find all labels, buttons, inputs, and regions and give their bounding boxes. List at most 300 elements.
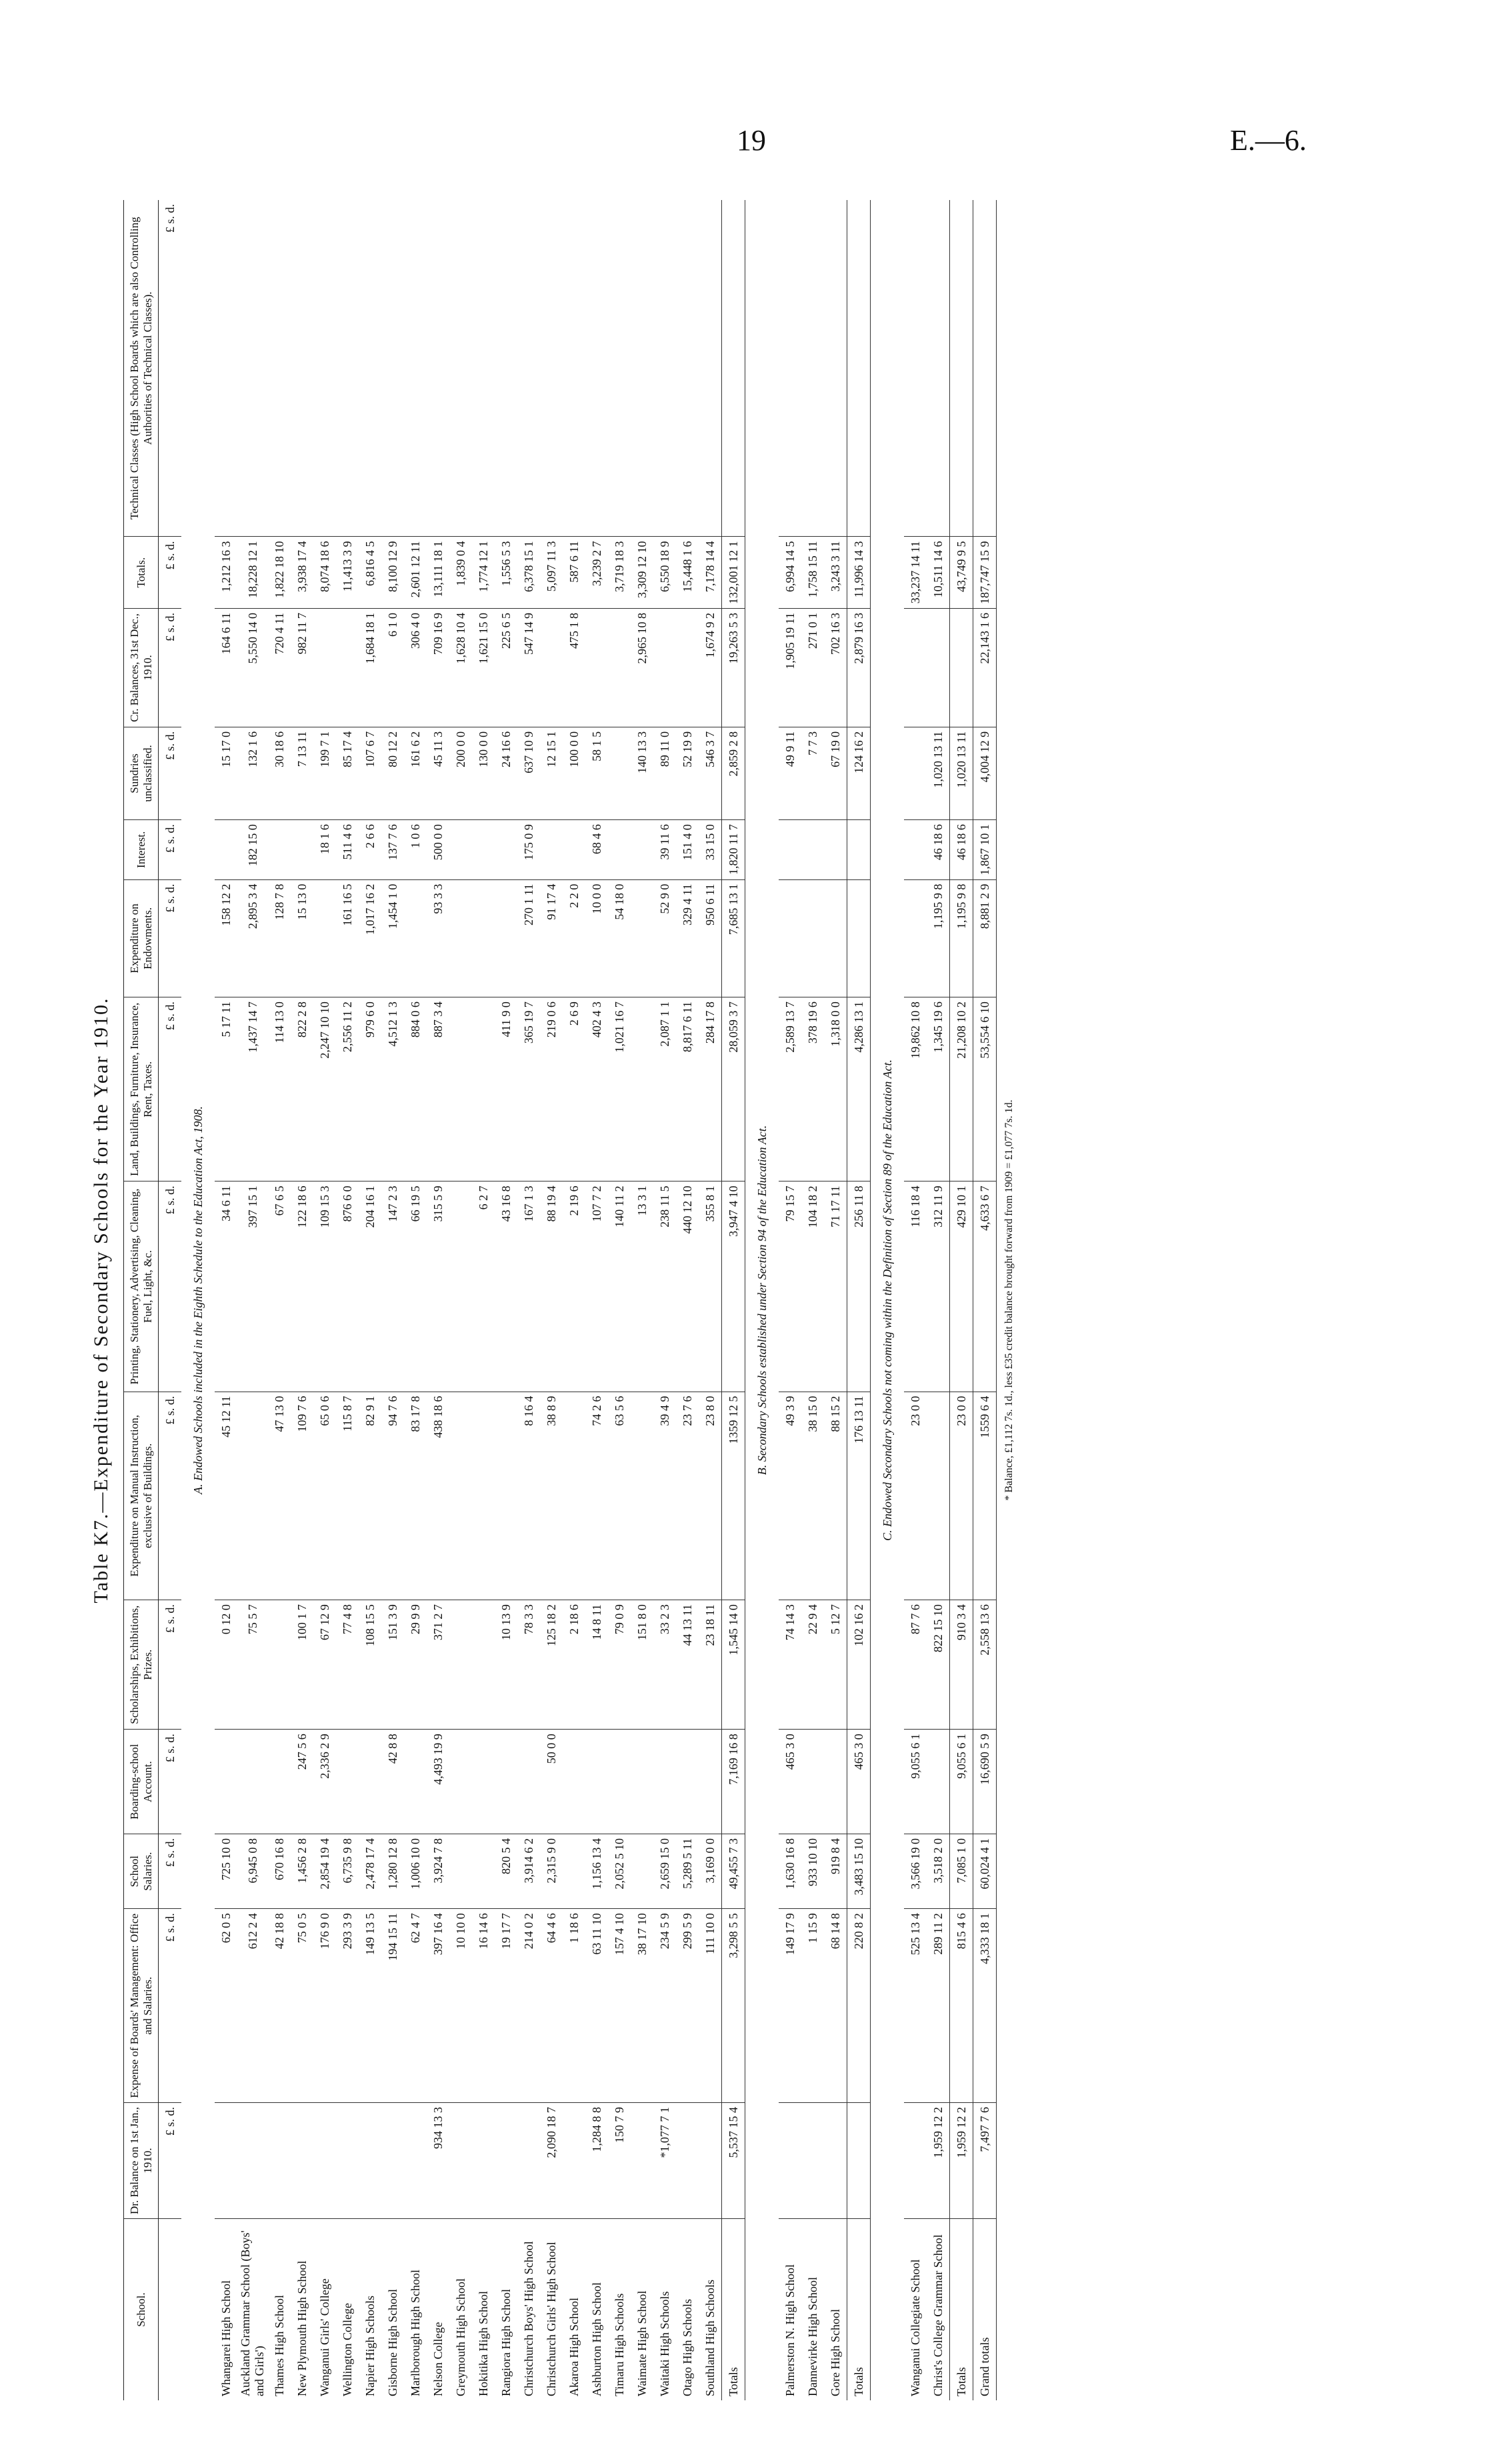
amount-cell: 2,087 1 1 [653, 997, 676, 1181]
school-name-cell: Palmerston N. High School [783, 2264, 797, 2396]
amount-cell [563, 2103, 585, 2219]
table-row [237, 200, 268, 2400]
amount-cell: 43,749 9 5 [950, 537, 973, 609]
column-header: School. [124, 2219, 159, 2401]
amount-cell [801, 879, 824, 997]
amount-cell [291, 820, 313, 880]
unit-cell: £ s. d. [159, 820, 182, 880]
amount-cell [540, 200, 563, 537]
amount-cell: 62 4 7 [404, 1909, 427, 2103]
amount-cell: 3,947 4 10 [722, 1181, 745, 1392]
amount-cell: 39 4 9 [653, 1392, 676, 1600]
amount-cell: 1,020 13 11 [927, 727, 950, 819]
amount-cell: 1,959 12 2 [950, 2103, 973, 2219]
amount-cell [449, 1181, 472, 1392]
amount-cell: 38 15 0 [801, 1392, 824, 1600]
amount-cell: 7,169 16 8 [722, 1730, 745, 1834]
amount-cell: 109 7 6 [291, 1392, 313, 1600]
amount-cell: 8,074 18 6 [313, 537, 336, 609]
amount-cell: 29 9 9 [404, 1600, 427, 1730]
amount-cell: 3,309 12 10 [631, 537, 653, 609]
amount-cell: 525 13 4 [904, 1909, 927, 2103]
school-name-cell: Grand totals [973, 2219, 997, 2401]
section-heading: A. Endowed Schools included in the Eighth Schedule to the Education Act, 1908. [191, 1105, 205, 1495]
totals-row [950, 200, 973, 2400]
amount-cell [824, 879, 847, 997]
page-number: 19 [737, 124, 766, 157]
amount-cell: 2 6 9 [563, 997, 585, 1181]
amount-cell: 150 7 9 [608, 2103, 631, 2219]
amount-cell: 378 19 6 [801, 997, 824, 1181]
column-header: Expenditure on Endowments. [124, 879, 159, 997]
amount-cell [268, 820, 291, 880]
amount-cell: 2 18 6 [563, 1600, 585, 1730]
amount-cell [608, 200, 631, 537]
amount-cell [449, 820, 472, 880]
unit-cell: £ s. d. [159, 879, 182, 997]
amount-cell [608, 727, 631, 819]
amount-cell: 312 11 9 [927, 1181, 950, 1392]
amount-cell: 720 4 11 [268, 608, 291, 727]
unit-cell: £ s. d. [159, 1730, 182, 1834]
amount-cell [404, 1730, 427, 1834]
amount-cell: 88 19 4 [540, 1181, 563, 1392]
section-heading-row [181, 200, 215, 2400]
school-name-cell: Wanganui Collegiate School [908, 2259, 922, 2396]
expenditure-table [123, 200, 997, 2400]
amount-cell [676, 608, 699, 727]
school-name-cell: Ashburton High School [589, 2282, 603, 2396]
amount-cell: 1,905 19 11 [779, 608, 801, 727]
amount-cell: 2,879 16 3 [847, 608, 871, 727]
amount-cell: 12 15 1 [540, 727, 563, 819]
amount-cell: 355 8 1 [699, 1181, 722, 1392]
amount-cell: 80 12 2 [381, 727, 404, 819]
amount-cell [608, 1730, 631, 1834]
amount-cell: 47 13 0 [268, 1392, 291, 1600]
amount-cell: 74 14 3 [779, 1600, 801, 1730]
amount-cell [517, 2103, 540, 2219]
amount-cell: 1,758 15 11 [801, 537, 824, 609]
amount-cell [215, 2103, 237, 2219]
amount-cell: 125 18 2 [540, 1600, 563, 1730]
amount-cell: 1,959 12 2 [927, 2103, 950, 2219]
amount-cell: 950 6 11 [699, 879, 722, 997]
amount-cell: 194 15 11 [381, 1909, 404, 2103]
amount-cell: 53,554 6 10 [973, 997, 997, 1181]
amount-cell: 1 15 9 [801, 1909, 824, 2103]
amount-cell: 256 11 8 [847, 1181, 871, 1392]
column-header: Scholarships, Exhibitions, Prizes. [124, 1600, 159, 1730]
column-header: Expenditure on Manual Instruction, exclusive of Buildings. [124, 1392, 159, 1600]
amount-cell [563, 1730, 585, 1834]
amount-cell: 13 3 1 [631, 1181, 653, 1392]
school-name-cell: Hokitika High School [476, 2291, 490, 2396]
amount-cell: 149 13 5 [359, 1909, 381, 2103]
amount-cell: 2,659 15 0 [653, 1834, 676, 1909]
amount-cell: 6,994 14 5 [779, 537, 801, 609]
amount-cell: 2,052 5 10 [608, 1834, 631, 1909]
amount-cell [268, 200, 291, 537]
amount-cell: 158 12 2 [215, 879, 237, 997]
grand-totals-row [973, 200, 997, 2400]
amount-cell: 1,630 16 8 [779, 1834, 801, 1909]
amount-cell: 1,820 11 7 [722, 820, 745, 880]
amount-cell [449, 997, 472, 1181]
amount-cell: 2,556 11 2 [336, 997, 359, 1181]
table-title: Table K7.—Expenditure of Secondary Schools for the Year 1910. [90, 997, 112, 1604]
amount-cell: 933 10 10 [801, 1834, 824, 1909]
amount-cell: 2 6 6 [359, 820, 381, 880]
amount-cell: 1559 6 4 [973, 1392, 997, 1600]
amount-cell: 3,239 2 7 [585, 537, 608, 609]
amount-cell [449, 1600, 472, 1730]
amount-cell: 4,493 19 9 [427, 1730, 449, 1834]
amount-cell: 1,556 5 3 [495, 537, 517, 609]
amount-cell: 0 12 0 [215, 1600, 237, 1730]
amount-cell: 39 11 6 [653, 820, 676, 880]
amount-cell: 5,097 11 3 [540, 537, 563, 609]
amount-cell: 130 0 0 [472, 727, 495, 819]
amount-cell: 16,690 5 9 [973, 1730, 997, 1834]
school-name-cell: Marlborough High School [408, 2270, 422, 2396]
amount-cell [291, 2103, 313, 2219]
amount-cell: 151 4 0 [676, 820, 699, 880]
table-row [824, 200, 847, 2400]
amount-cell [404, 879, 427, 997]
table-row [404, 200, 427, 2400]
totals-row [847, 200, 871, 2400]
unit-cell: £ s. d. [159, 608, 182, 727]
amount-cell: 122 18 6 [291, 1181, 313, 1392]
school-name-cell: Otago High Schools [680, 2299, 694, 2396]
school-name-cell: Gisborne High School [385, 2289, 399, 2396]
amount-cell [824, 1730, 847, 1834]
amount-cell: 1,195 9 8 [950, 879, 973, 997]
amount-cell: 1,156 13 4 [585, 1834, 608, 1909]
amount-cell: 219 0 6 [540, 997, 563, 1181]
amount-cell [699, 1730, 722, 1834]
table-row [215, 200, 237, 2400]
amount-cell [631, 2103, 653, 2219]
amount-cell: 1,684 18 1 [359, 608, 381, 727]
table-row [495, 200, 517, 2400]
amount-cell: 182 15 0 [237, 820, 268, 880]
amount-cell: 82 9 1 [359, 1392, 381, 1600]
units-row [159, 200, 182, 2400]
amount-cell [927, 200, 950, 537]
amount-cell: 4,004 12 9 [973, 727, 997, 819]
amount-cell: 3,924 7 8 [427, 1834, 449, 1909]
amount-cell [801, 2103, 824, 2219]
amount-cell: 220 8 2 [847, 1909, 871, 2103]
amount-cell [904, 200, 927, 537]
amount-cell: 4,512 1 3 [381, 997, 404, 1181]
amount-cell [824, 2103, 847, 2219]
amount-cell [847, 200, 871, 537]
section-heading-row [871, 200, 905, 2400]
amount-cell [653, 1730, 676, 1834]
amount-cell: 10 0 0 [585, 879, 608, 997]
amount-cell: 68 14 8 [824, 1909, 847, 2103]
amount-cell [631, 997, 653, 1181]
amount-cell: 85 17 4 [336, 727, 359, 819]
amount-cell: 28,059 3 7 [722, 997, 745, 1181]
amount-cell [427, 200, 449, 537]
column-header: Sundries unclassified. [124, 727, 159, 819]
table-row [631, 200, 653, 2400]
amount-cell: 49 9 11 [779, 727, 801, 819]
page-reference: E.—6. [1230, 124, 1307, 157]
amount-cell: 725 10 0 [215, 1834, 237, 1909]
amount-cell: 43 16 8 [495, 1181, 517, 1392]
amount-cell [676, 200, 699, 537]
amount-cell: 140 13 3 [631, 727, 653, 819]
amount-cell [381, 2103, 404, 2219]
amount-cell: 876 6 0 [336, 1181, 359, 1392]
amount-cell: 475 1 8 [563, 608, 585, 727]
amount-cell: 284 17 8 [699, 997, 722, 1181]
school-name-cell: Totals [950, 2219, 973, 2401]
amount-cell: 63 5 6 [608, 1392, 631, 1600]
amount-cell: 2,558 13 6 [973, 1600, 997, 1730]
amount-cell [472, 1392, 495, 1600]
amount-cell [653, 608, 676, 727]
amount-cell: 1,839 0 4 [449, 537, 472, 609]
school-name-cell: Thames High School [272, 2295, 286, 2396]
amount-cell: 234 5 9 [653, 1909, 676, 2103]
amount-cell: 702 16 3 [824, 608, 847, 727]
amount-cell: 271 0 1 [801, 608, 824, 727]
amount-cell: 7,497 7 6 [973, 2103, 997, 2219]
amount-cell: 919 8 4 [824, 1834, 847, 1909]
school-name-cell: Nelson College [431, 2322, 445, 2396]
amount-cell: 6,550 18 9 [653, 537, 676, 609]
amount-cell [336, 1730, 359, 1834]
amount-cell: 3,518 2 0 [927, 1834, 950, 1909]
amount-cell: 78 3 3 [517, 1600, 540, 1730]
amount-cell: 329 4 11 [676, 879, 699, 997]
amount-cell: 397 16 4 [427, 1909, 449, 2103]
amount-cell: 10 10 0 [449, 1909, 472, 2103]
amount-cell [779, 2103, 801, 2219]
amount-cell: 164 6 11 [215, 608, 237, 727]
amount-cell [927, 608, 950, 727]
amount-cell: 6,945 0 8 [237, 1834, 268, 1909]
amount-cell: 68 4 6 [585, 820, 608, 880]
amount-cell: 107 6 7 [359, 727, 381, 819]
amount-cell: 102 16 2 [847, 1600, 871, 1730]
amount-cell: 934 13 3 [427, 2103, 449, 2219]
amount-cell: 77 4 8 [336, 1600, 359, 1730]
table-row [427, 200, 449, 2400]
school-name-cell: Waitaki High Schools [657, 2291, 671, 2396]
amount-cell: 3,914 6 2 [517, 1834, 540, 1909]
amount-cell [801, 200, 824, 537]
amount-cell [449, 200, 472, 537]
amount-cell [313, 879, 336, 997]
amount-cell: 9,055 6 1 [904, 1730, 927, 1834]
amount-cell: 199 7 1 [313, 727, 336, 819]
school-name-cell: Totals [722, 2219, 745, 2401]
amount-cell [237, 1392, 268, 1600]
column-header: Printing, Stationery, Advertising, Cleaning, Fuel, Light, &c. [124, 1181, 159, 1392]
school-name-cell: Christchurch Boys' High School [521, 2241, 535, 2396]
amount-cell: 67 19 0 [824, 727, 847, 819]
column-header: Boarding-school Account. [124, 1730, 159, 1834]
amount-cell: 6 2 7 [472, 1181, 495, 1392]
amount-cell: 1,867 10 1 [973, 820, 997, 880]
amount-cell: 1,628 10 4 [449, 608, 472, 727]
amount-cell: 100 1 7 [291, 1600, 313, 1730]
amount-cell [495, 1392, 517, 1600]
unit-cell: £ s. d. [159, 1600, 182, 1730]
amount-cell [472, 1834, 495, 1909]
amount-cell [449, 879, 472, 997]
column-header: Dr. Balance on 1st Jan., 1910. [124, 2103, 159, 2219]
amount-cell [779, 879, 801, 997]
amount-cell: 151 8 0 [631, 1600, 653, 1730]
amount-cell [359, 1730, 381, 1834]
amount-cell [779, 820, 801, 880]
amount-cell: 465 3 0 [847, 1730, 871, 1834]
amount-cell [495, 2103, 517, 2219]
amount-cell [847, 879, 871, 997]
school-name-cell: Wellington College [340, 2302, 354, 2396]
school-name-cell: New Plymouth High School [295, 2260, 309, 2396]
amount-cell: 11,996 14 3 [847, 537, 871, 609]
amount-cell: 299 5 9 [676, 1909, 699, 2103]
amount-cell [359, 200, 381, 537]
table-row [359, 200, 381, 2400]
section-heading: B. Secondary Schools established under Section 94 of the Education Act. [755, 1125, 769, 1476]
amount-cell: 1,284 8 8 [585, 2103, 608, 2219]
amount-cell: 887 3 4 [427, 997, 449, 1181]
amount-cell [472, 2103, 495, 2219]
amount-cell [517, 1730, 540, 1834]
amount-cell: 1,456 2 8 [291, 1834, 313, 1909]
amount-cell: 60,024 4 1 [973, 1834, 997, 1909]
amount-cell [291, 200, 313, 537]
amount-cell: 2,965 10 8 [631, 608, 653, 727]
amount-cell: 8,881 2 9 [973, 879, 997, 997]
amount-cell: 87 7 6 [904, 1600, 927, 1730]
amount-cell: 2,854 19 4 [313, 1834, 336, 1909]
amount-cell: 42 18 8 [268, 1909, 291, 2103]
amount-cell: 16 14 6 [472, 1909, 495, 2103]
amount-cell: 14 8 11 [585, 1600, 608, 1730]
amount-cell: 306 4 0 [404, 608, 427, 727]
amount-cell [540, 820, 563, 880]
amount-cell: 225 6 5 [495, 608, 517, 727]
column-header: Expense of Boards' Management: Office and Salaries. [124, 1909, 159, 2103]
unit-cell: £ s. d. [159, 1909, 182, 2103]
school-name-cell: Akaroa High School [567, 2298, 581, 2396]
amount-cell: 38 17 10 [631, 1909, 653, 2103]
amount-cell: 67 12 9 [313, 1600, 336, 1730]
unit-cell: £ s. d. [159, 1834, 182, 1909]
unit-cell: £ s. d. [159, 1392, 182, 1600]
table-row [676, 200, 699, 2400]
amount-cell: 1 0 6 [404, 820, 427, 880]
amount-cell: 612 2 4 [237, 1909, 268, 2103]
amount-cell: 94 7 6 [381, 1392, 404, 1600]
amount-cell [336, 200, 359, 537]
amount-cell [779, 200, 801, 537]
amount-cell: 104 18 2 [801, 1181, 824, 1392]
table-row [449, 200, 472, 2400]
amount-cell [904, 727, 927, 819]
totals-row [722, 200, 745, 2400]
amount-cell: 147 2 3 [381, 1181, 404, 1392]
amount-cell: 2 19 6 [563, 1181, 585, 1392]
amount-cell [824, 820, 847, 880]
amount-cell [824, 200, 847, 537]
amount-cell: 2,895 3 4 [237, 879, 268, 997]
amount-cell: 116 18 4 [904, 1181, 927, 1392]
table-row [699, 200, 722, 2400]
column-header: Totals. [124, 537, 159, 609]
amount-cell: 176 13 11 [847, 1392, 871, 1600]
amount-cell: 465 3 0 [779, 1730, 801, 1834]
amount-cell: 1,545 14 0 [722, 1600, 745, 1730]
amount-cell [495, 879, 517, 997]
amount-cell: 64 4 6 [540, 1909, 563, 2103]
unit-cell: £ s. d. [159, 537, 182, 609]
amount-cell [699, 200, 722, 537]
amount-cell: 402 4 3 [585, 997, 608, 1181]
school-name-cell: Dannevirke High School [805, 2277, 819, 2396]
amount-cell [540, 608, 563, 727]
amount-cell: 140 11 2 [608, 1181, 631, 1392]
amount-cell: 709 16 9 [427, 608, 449, 727]
amount-cell: 83 17 8 [404, 1392, 427, 1600]
school-name-cell: Totals [847, 2219, 871, 2401]
table-row [313, 200, 336, 2400]
amount-cell [563, 1392, 585, 1600]
amount-cell: 19 17 7 [495, 1909, 517, 2103]
unit-cell: £ s. d. [159, 200, 182, 537]
amount-cell: 52 9 0 [653, 879, 676, 997]
amount-cell: 815 4 6 [950, 1909, 973, 2103]
amount-cell: 4,286 13 1 [847, 997, 871, 1181]
amount-cell: 93 3 3 [427, 879, 449, 997]
amount-cell: 88 15 2 [824, 1392, 847, 1600]
amount-cell: 46 18 6 [927, 820, 950, 880]
amount-cell: 438 18 6 [427, 1392, 449, 1600]
amount-cell: 45 11 3 [427, 727, 449, 819]
amount-cell: 1,437 14 7 [237, 997, 268, 1181]
amount-cell: 1,774 12 1 [472, 537, 495, 609]
amount-cell: 2,859 2 8 [722, 727, 745, 819]
amount-cell: 2,315 9 0 [540, 1834, 563, 1909]
column-header: Cr. Balances, 31st Dec., 1910. [124, 608, 159, 727]
amount-cell: 52 19 9 [676, 727, 699, 819]
table-row [563, 200, 585, 2400]
amount-cell: 175 0 9 [517, 820, 540, 880]
amount-cell: 13,111 18 1 [427, 537, 449, 609]
amount-cell: 33 15 0 [699, 820, 722, 880]
amount-cell: 820 5 4 [495, 1834, 517, 1909]
amount-cell: 979 6 0 [359, 997, 381, 1181]
amount-cell: 46 18 6 [950, 820, 973, 880]
amount-cell: 1,318 0 0 [824, 997, 847, 1181]
amount-cell: 44 13 11 [676, 1600, 699, 1730]
amount-cell: 1,006 10 0 [404, 1834, 427, 1909]
amount-cell: 1,454 1 0 [381, 879, 404, 997]
amount-cell: 79 15 7 [779, 1181, 801, 1392]
rotated-table-region [90, 200, 1357, 2400]
